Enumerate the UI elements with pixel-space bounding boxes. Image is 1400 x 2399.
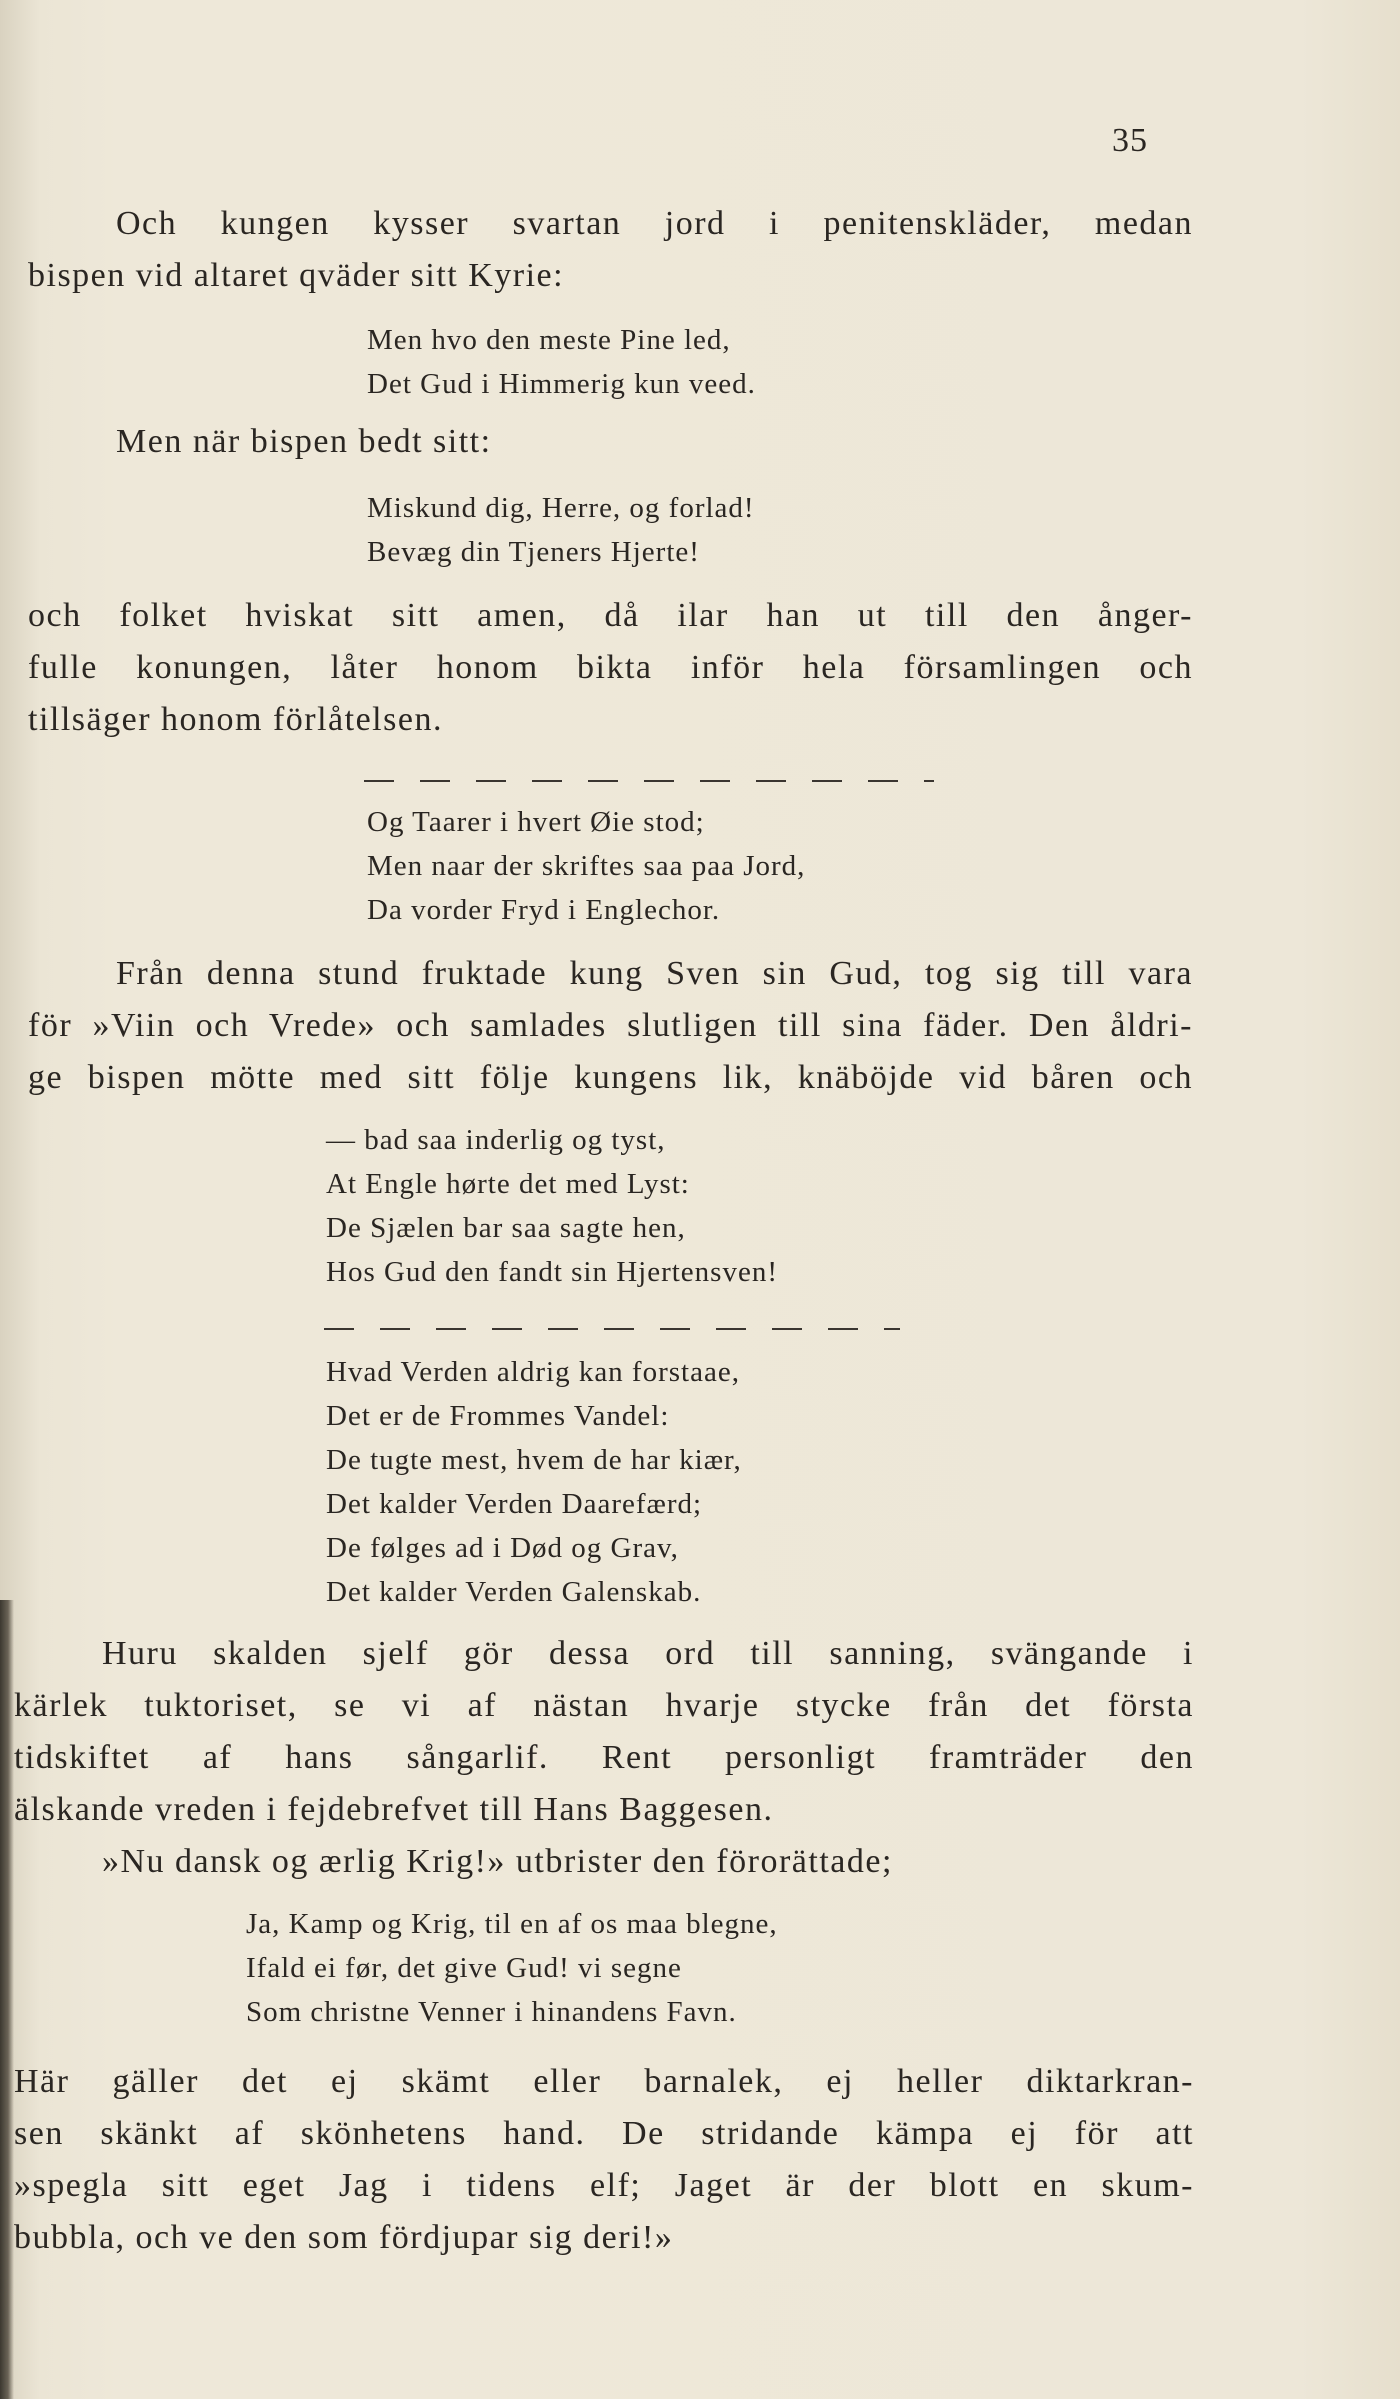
verse-line: Det kalder Verden Galenskab. xyxy=(326,1576,702,1608)
text-line: fulle konungen, låter honom bikta inför hela församlingen och xyxy=(28,649,1193,686)
paragraph-6 xyxy=(14,1836,1194,1888)
verse-line: At Engle hørte det med Lyst: xyxy=(326,1168,690,1200)
text-line: tidskiftet af hans sångarlif. Rent personligt framträder den xyxy=(14,1739,1194,1776)
verse-line: De Sjælen bar saa sagte hen, xyxy=(326,1212,686,1244)
paragraph-2 xyxy=(28,416,1193,468)
text-line: Och kungen kysser svartan jord i penitenskläder, medan xyxy=(116,205,1193,242)
text-line: Här gäller det ej skämt eller barnalek, ej heller diktarkran- xyxy=(14,2063,1194,2100)
verse-line: Men hvo den meste Pine led, xyxy=(367,324,731,356)
verse-line: Ja, Kamp og Krig, til en af os maa blegne, xyxy=(246,1908,778,1940)
text-line: Huru skalden sjelf gör dessa ord till sanning, svängande i xyxy=(102,1635,1194,1672)
verse-line: Men naar der skriftes saa paa Jord, xyxy=(367,850,806,882)
verse-line: Hvad Verden aldrig kan forstaae, xyxy=(326,1356,740,1388)
paragraph-1 xyxy=(28,198,1193,302)
text-line: ge bispen mötte med sitt följe kungens lik, knäböjde vid båren och xyxy=(28,1059,1193,1096)
verse-5 xyxy=(326,1350,742,1614)
verse-line: Det Gud i Himmerig kun veed. xyxy=(367,368,756,400)
verse-1 xyxy=(367,318,756,406)
page-number: 35 xyxy=(1112,122,1148,159)
verse-4 xyxy=(326,1118,778,1294)
text-line: sen skänkt af skönhetens hand. De stridande kämpa ej för att xyxy=(14,2115,1194,2152)
text-line: och folket hviskat sitt amen, då ilar han ut till den ånger- xyxy=(28,597,1193,634)
paragraph-3 xyxy=(28,590,1193,746)
verse-line: Bevæg din Tjeners Hjerte! xyxy=(367,536,700,568)
section-dash-rule xyxy=(324,1328,900,1330)
verse-line: De tugte mest, hvem de har kiær, xyxy=(326,1444,742,1476)
text-line: älskande vreden i fejdebrefvet till Hans Baggesen. xyxy=(14,1791,774,1828)
paragraph-4 xyxy=(28,948,1193,1104)
text-line: kärlek tuktoriset, se vi af nästan hvarje stycke från det första xyxy=(14,1687,1194,1724)
paragraph-7 xyxy=(14,2056,1194,2264)
verse-line: Hos Gud den fandt sin Hjertensven! xyxy=(326,1256,778,1288)
verse-line: — bad saa inderlig og tyst, xyxy=(326,1124,666,1156)
verse-line: Det er de Frommes Vandel: xyxy=(326,1400,670,1432)
text-line: för »Viin och Vrede» och samlades slutligen till sina fäder. Den åldri- xyxy=(28,1007,1193,1044)
verse-3 xyxy=(367,800,805,932)
verse-line: Da vorder Fryd i Englechor. xyxy=(367,894,721,926)
binding-edge-shadow xyxy=(0,1600,14,2399)
text-line: Men när bispen bedt sitt: xyxy=(116,423,492,460)
text-line: bubbla, och ve den som fördjupar sig deri!» xyxy=(14,2219,674,2256)
text-line: bispen vid altaret qväder sitt Kyrie: xyxy=(28,257,565,294)
verse-line: Ifald ei før, det give Gud! vi segne xyxy=(246,1952,682,1984)
verse-2 xyxy=(367,486,755,574)
text-line: tillsäger honom förlåtelsen. xyxy=(28,701,443,738)
text-line: Från denna stund fruktade kung Sven sin Gud, tog sig till vara xyxy=(116,955,1193,992)
verse-6 xyxy=(246,1902,778,2034)
text-line: »spegla sitt eget Jag i tidens elf; Jaget är der blott en skum- xyxy=(14,2167,1194,2204)
text-line: »Nu dansk og ærlig Krig!» utbrister den förorättade; xyxy=(102,1843,893,1880)
verse-line: Og Taarer i hvert Øie stod; xyxy=(367,806,705,838)
verse-line: Miskund dig, Herre, og forlad! xyxy=(367,492,755,524)
section-dash-rule xyxy=(364,780,934,782)
verse-line: Som christne Venner i hinandens Favn. xyxy=(246,1996,737,2028)
verse-line: De følges ad i Død og Grav, xyxy=(326,1532,679,1564)
verse-line: Det kalder Verden Daarefærd; xyxy=(326,1488,703,1520)
paragraph-5 xyxy=(14,1628,1194,1836)
